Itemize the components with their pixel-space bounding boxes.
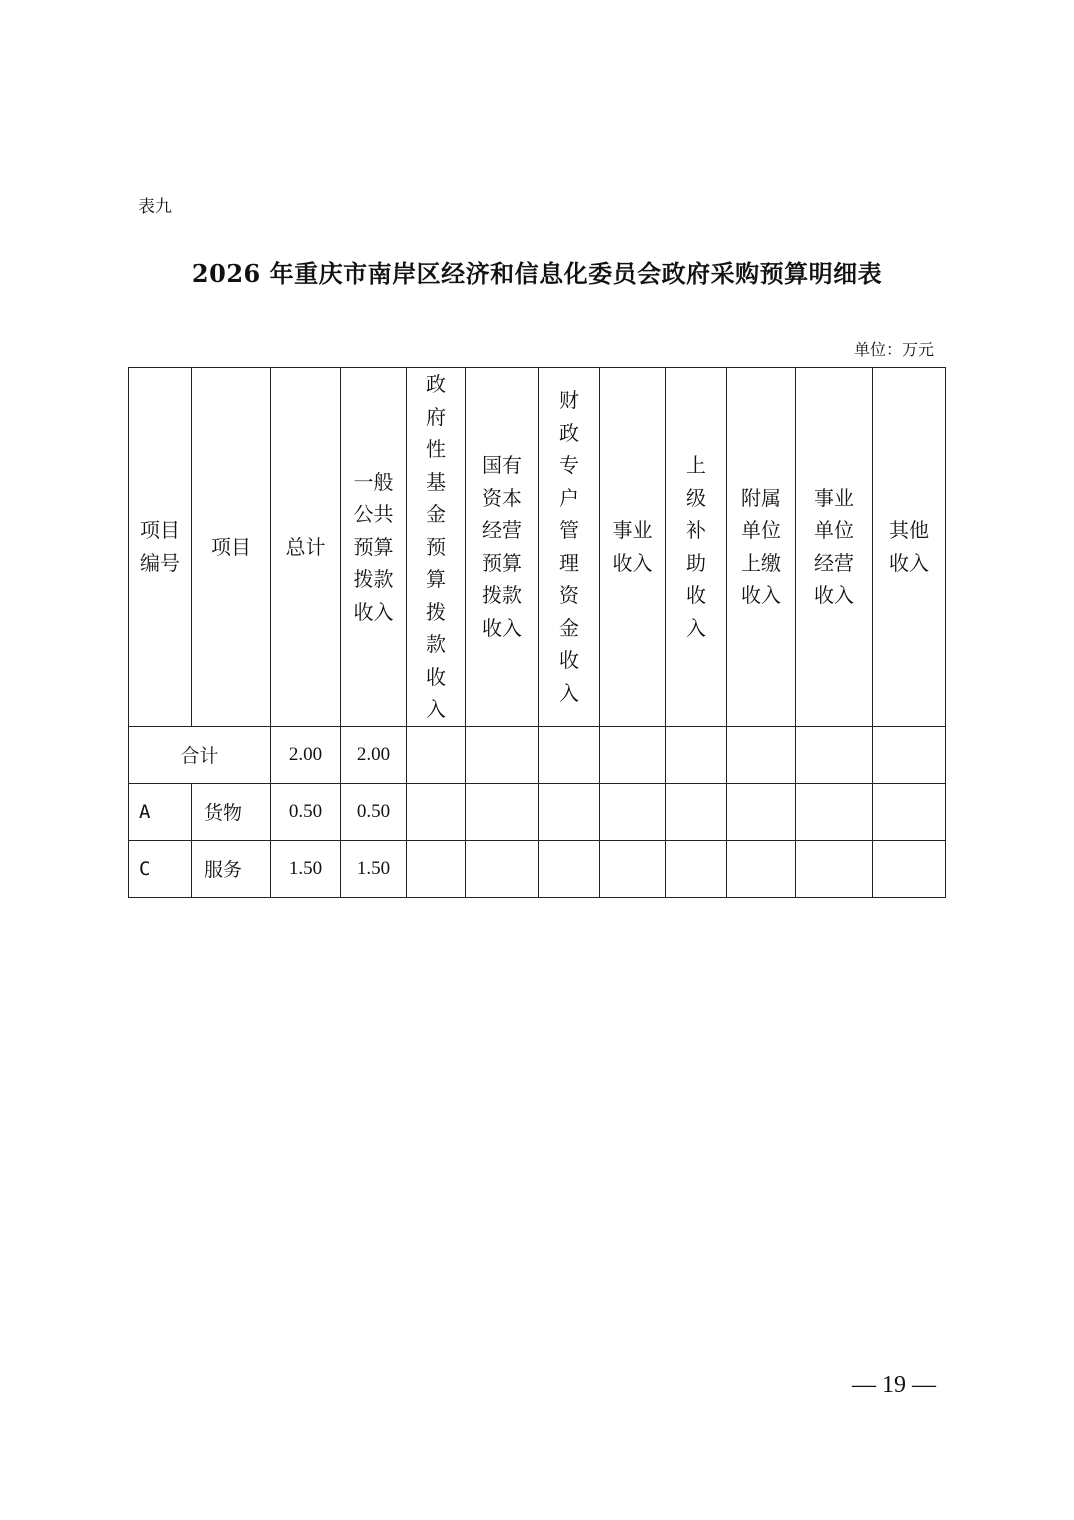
empty-cell: [466, 783, 539, 840]
col-header-other-income: 其他收入: [873, 368, 946, 727]
col-header-business-income: 事业收入: [600, 368, 666, 727]
page-title: 2026 年重庆市南岸区经济和信息化委员会政府采购预算明细表: [191, 259, 883, 288]
empty-cell: [600, 726, 666, 783]
total-general-budget-cell: 2.00: [341, 726, 407, 783]
total-label: 合计: [129, 726, 271, 783]
empty-cell: [666, 726, 727, 783]
row-general-budget: 1.50: [341, 840, 407, 897]
row-code: C: [129, 840, 192, 897]
empty-cell: [600, 840, 666, 897]
empty-cell: [466, 726, 539, 783]
empty-cell: [796, 840, 873, 897]
row-total: 1.50: [271, 840, 341, 897]
header-row: [129, 368, 946, 727]
col-header-special-account: 财政专户管理资金收入: [539, 368, 600, 727]
empty-cell: [407, 840, 466, 897]
empty-cell: [666, 783, 727, 840]
empty-cell: [666, 840, 727, 897]
empty-cell: [873, 840, 946, 897]
empty-cell: [539, 840, 600, 897]
empty-cell: [407, 726, 466, 783]
empty-cell: [407, 783, 466, 840]
empty-cell: [466, 840, 539, 897]
empty-cell: [873, 783, 946, 840]
total-row: [129, 726, 946, 783]
total-cell: 2.00: [271, 726, 341, 783]
col-header-affiliate-payment: 附属单位上缴收入: [727, 368, 796, 727]
col-header-gov-fund: 政府性基金预算拨款收入: [407, 368, 466, 727]
col-header-code: 项目编号: [129, 368, 192, 727]
page-number: — 19 —: [852, 1372, 936, 1398]
empty-cell: [796, 726, 873, 783]
empty-cell: [873, 726, 946, 783]
unit-label: 单位：万元: [853, 340, 934, 359]
empty-cell: [539, 783, 600, 840]
table-row: [129, 840, 946, 897]
empty-cell: [727, 840, 796, 897]
empty-cell: [796, 783, 873, 840]
empty-cell: [600, 783, 666, 840]
table-label: 表九: [138, 197, 172, 217]
col-header-state-capital: 国有资本经营预算拨款收入: [466, 368, 539, 727]
row-code: A: [129, 783, 192, 840]
procurement-budget-table: [128, 367, 946, 898]
col-header-item: 项目: [192, 368, 271, 727]
empty-cell: [539, 726, 600, 783]
empty-cell: [727, 783, 796, 840]
empty-cell: [727, 726, 796, 783]
col-header-total: 总计: [271, 368, 341, 727]
col-header-superior-subsidy: 上级补助收入: [666, 368, 727, 727]
col-header-operating-income: 事业单位经营收入: [796, 368, 873, 727]
row-general-budget: 0.50: [341, 783, 407, 840]
table-row: [129, 783, 946, 840]
row-total: 0.50: [271, 783, 341, 840]
row-name: 服务: [192, 840, 271, 897]
col-header-general-budget: 一般公共预算拨款收入: [341, 368, 407, 727]
row-name: 货物: [192, 783, 271, 840]
